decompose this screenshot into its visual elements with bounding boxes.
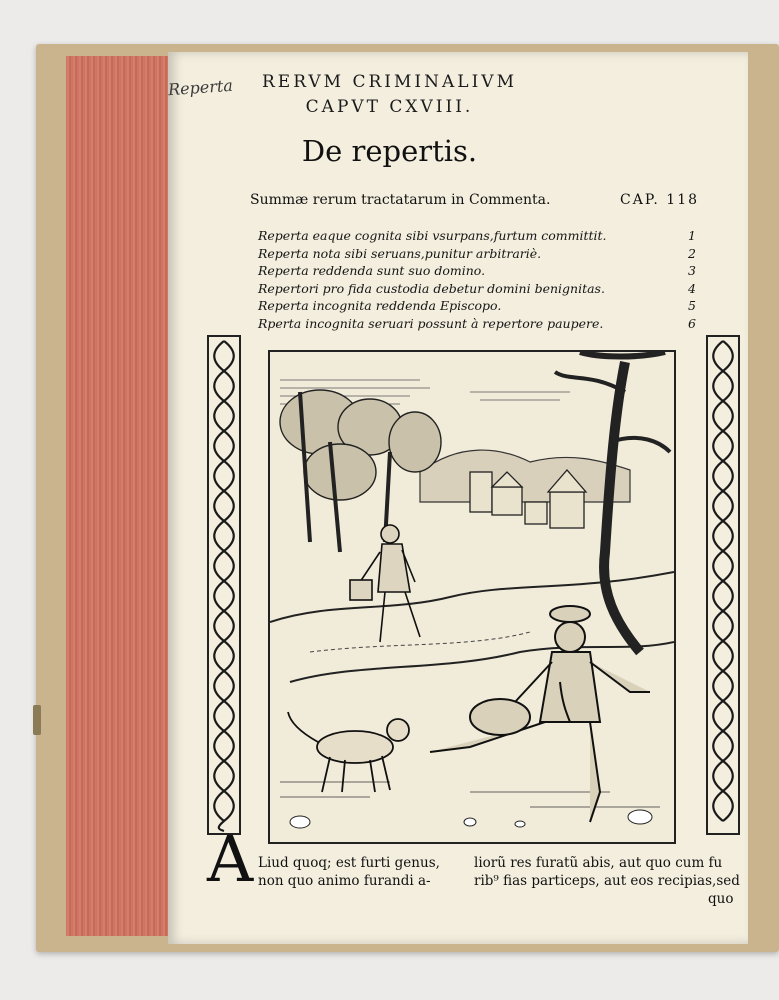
ornamental-border-left	[207, 335, 241, 835]
summary-item: Reperta incognita reddenda Episcopo. 5	[258, 298, 696, 313]
woodcut-illustration	[268, 350, 676, 844]
summary-item: Reperta reddenda sunt suo domino. 3	[258, 263, 696, 278]
drop-cap: A	[207, 823, 254, 897]
summary-heading: Summæ rerum tractatarum in Commenta.	[250, 192, 551, 208]
body-line: Liud quoq; est furti genus,	[258, 855, 440, 871]
summary-item: Reperta eaque cognita sibi vsurpans,furtum committit. 1	[258, 228, 696, 243]
body-line: quo	[708, 891, 734, 907]
body-line: rib⁹ fias particeps, aut eos recipias,sed	[474, 873, 740, 889]
body-line: liorũ res furatũ abis, aut quo cum fu	[474, 855, 723, 871]
summary-item: Reperta nota sibi seruans,punitur arbitrariè. 2	[258, 245, 696, 261]
ornamental-border-right	[706, 335, 740, 835]
page-title: De repertis.	[301, 134, 478, 168]
summary-list	[258, 228, 708, 333]
page-edges	[66, 56, 170, 936]
margin-note: Reperta	[167, 75, 234, 100]
summary-item: Rperta incognita seruari possunt à repertore paupere. 6	[258, 315, 696, 331]
running-head: RERVM CRIMINALIVM	[262, 72, 517, 92]
summary-item: Repertori pro fida custodia debetur domini benignitas. 4	[258, 280, 696, 296]
book-clasp	[33, 705, 41, 735]
chapter-head: CAPVT CXVIII.	[305, 97, 474, 117]
summary-cap: CAP. 118	[620, 192, 700, 208]
body-line: non quo animo furandi a-	[258, 873, 431, 889]
